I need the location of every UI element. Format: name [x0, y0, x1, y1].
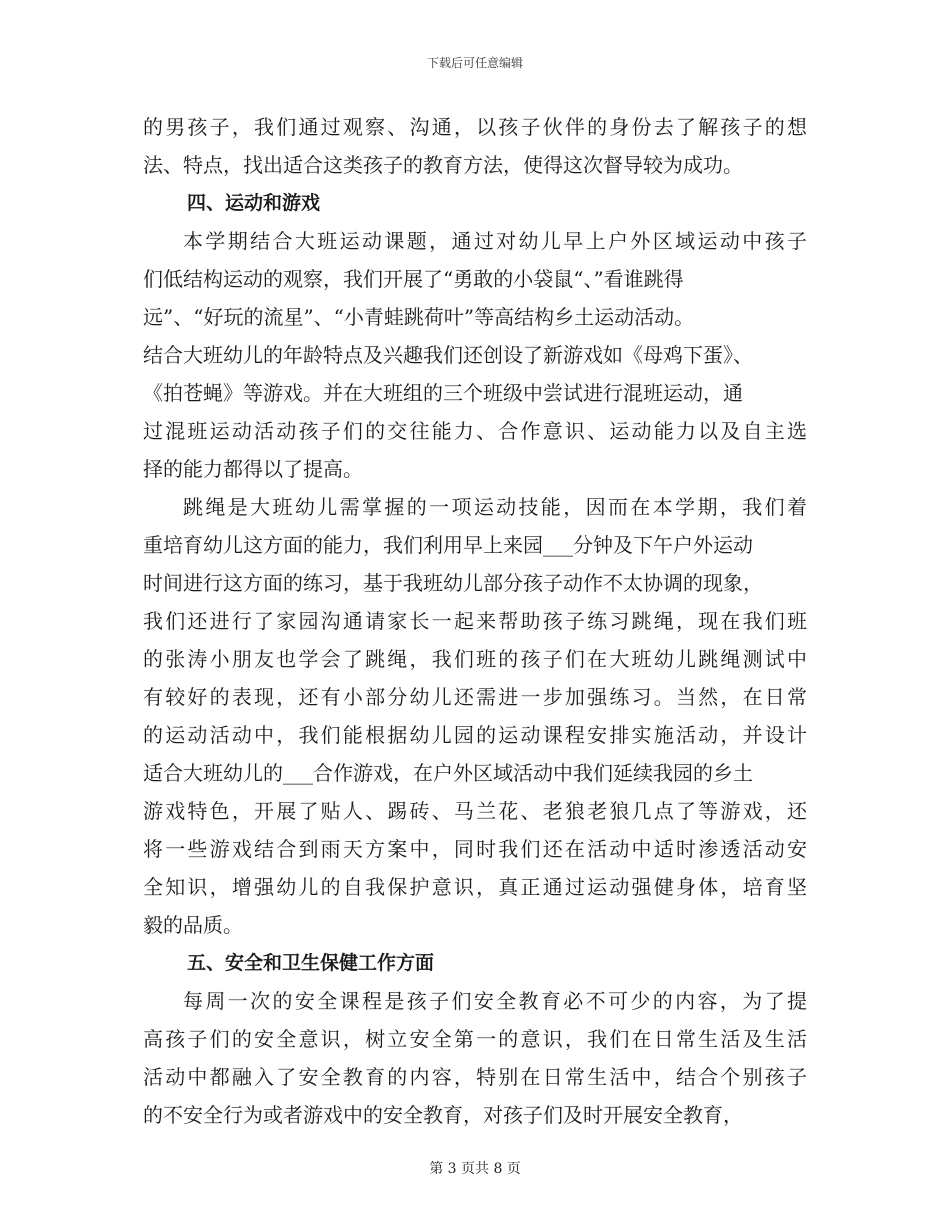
text-line: 的张涛小朋友也学会了跳绳，我们班的孩子们在大班幼儿跳绳测试中: [143, 647, 807, 671]
page-number: 第 3 页共 8 页: [429, 1161, 521, 1177]
text-line: 时间进行这方面的练习，基于我班幼儿部分孩子动作不太协调的现象，: [143, 571, 763, 595]
text-line: 高孩子们的安全意识，树立安全第一的意识，我们在日常生活及生活: [143, 1027, 807, 1051]
text-line: 全知识，增强幼儿的自我保护意识，真正通过运动强健身体，培育坚: [143, 875, 807, 899]
text-line: 的男孩子，我们通过观察、沟通，以孩子伙伴的身份去了解孩子的想: [143, 115, 807, 139]
text-line: 择的能力都得以了提高。: [143, 457, 363, 481]
text-line: 每周一次的安全课程是孩子们安全教育必不可少的内容，为了提: [183, 989, 807, 1013]
text-line: 有较好的表现，还有小部分幼儿还需进一步加强练习。当然，在日常: [143, 685, 807, 709]
document-body: [143, 108, 807, 1134]
text-line: 远”、“好玩的流星”、“小青蛙跳荷叶”等高结构乡土运动活动。: [143, 305, 695, 329]
section-heading-sports-games: 四、运动和游戏: [187, 192, 321, 214]
text-line: 的运动活动中，我们能根据幼儿园的运动课程安排实施活动，并设计: [143, 723, 807, 747]
text-line: 游戏特色，开展了贴人、踢砖、马兰花、老狼老狼几点了等游戏，还: [143, 799, 807, 823]
text-line: 《拍苍蝇》等游戏。并在大班组的三个班级中尝试进行混班运动，通: [143, 381, 743, 405]
text-line: 本学期结合大班运动课题，通过对幼儿早上户外区域运动中孩子: [183, 229, 807, 253]
text-line: 将一些游戏结合到雨天方案中，同时我们还在活动中适时渗透活动安: [143, 837, 807, 861]
text-line: 重培育幼儿这方面的能力，我们利用早上来园___分钟及下午户外运动: [143, 533, 753, 557]
text-line: 我们还进行了家园沟通请家长一起来帮助孩子练习跳绳，现在我们班: [143, 609, 807, 633]
page-header-note: 下载后可任意编辑: [426, 56, 523, 70]
text-line: 跳绳是大班幼儿需掌握的一项运动技能，因而在本学期，我们着: [183, 495, 807, 519]
text-line: 结合大班幼儿的年龄特点及兴趣我们还创设了新游戏如《母鸡下蛋》、: [143, 343, 753, 367]
section-heading-safety-health: 五、安全和卫生保健工作方面: [187, 952, 435, 974]
text-line: 过混班运动活动孩子们的交往能力、合作意识、运动能力以及自主选: [143, 419, 807, 443]
text-line: 活动中都融入了安全教育的内容，特别在日常生活中，结合个别孩子: [143, 1065, 807, 1089]
text-line: 的不安全行为或者游戏中的安全教育，对孩子们及时开展安全教育，: [143, 1103, 743, 1127]
text-line: 毅的品质。: [143, 913, 243, 937]
text-line: 适合大班幼儿的___合作游戏，在户外区域活动中我们延续我园的乡土: [143, 761, 753, 785]
text-line: 法、特点，找出适合这类孩子的教育方法，使得这次督导较为成功。: [143, 153, 743, 177]
text-line: 们低结构运动的观察，我们开展了“勇敢的小袋鼠“、”看谁跳得: [143, 267, 684, 291]
